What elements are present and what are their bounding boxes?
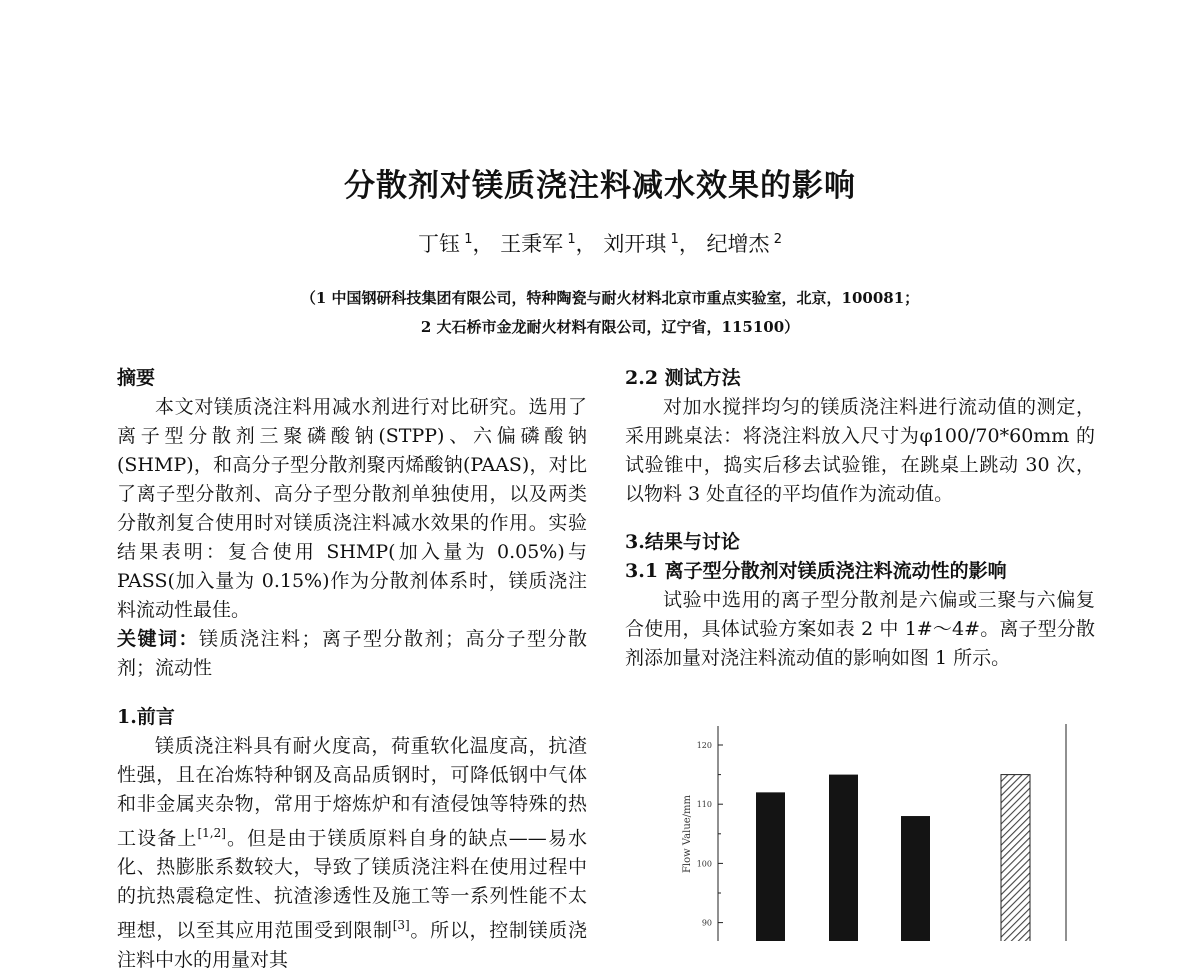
affiliation-line-2: 2 大石桥市金龙耐火材料有限公司，辽宁省，115100） [420,318,800,336]
keywords [117,625,587,683]
flow-value-chart [676,724,1096,941]
author-affil-mark: 1 [670,232,679,247]
chart-plot-area [682,724,1066,941]
abstract-text: 本文对镁质浇注料用减水剂进行对比研究。选用了离子型分散剂三聚磷酸钠(STPP)、六偏磷酸钠(SHMP)，和高分子型分散剂聚丙烯酸钠(PAAS)，对比了离子型分散剂、高分子型分散剂单独使用，以及两类分散剂复合使用时对镁质浇注料减水效果的作用。实验结果表明：复合使用 SHMP(加入量为 0.05%)与 PASS(加入量为 0.15%)作为分散剂体系时，镁质浇注料流动性最佳。 [117,396,587,621]
bar-3 [901,816,930,941]
intro-text-part: 。但是由于镁质原料自身的缺点——易水化、热膨胀系数较大，导致了镁质浇注料在使用过程中的抗热震稳定性、抗渣渗透性及施工等一系列性能不太理想，以至其应用范围受到限制 [117,827,587,942]
author-name: 刘开琪 [603,232,667,256]
author-affil-mark: 1 [464,232,473,247]
spacer [117,683,587,703]
y-tick-label: 100 [696,859,712,869]
intro-text [117,732,587,975]
results-heading: 3.结果与讨论 [625,531,740,553]
citation: [3] [392,918,410,933]
results-text: 试验中选用的离子型分散剂是六偏或三聚与六偏复合使用，具体试验方案如表 2 中 1#～4#。离子型分散剂添加量对浇注料流动值的影响如图 1 所示。 [625,589,1095,669]
intro-text-part: 镁质浇注料具有耐火度高，荷重软化温度高，抗渣性强，且在冶炼特种钢及高品质钢时，可降低钢中气体和非金属夹杂物，常用于熔炼炉和有渣侵蚀等特殊的热工设备上 [117,735,587,850]
keywords-label: 关键词： [117,628,199,650]
keywords-text: 镁质浇注料；离子型分散剂；高分子型分散剂；流动性 [117,628,587,679]
chart-svg [676,724,1096,941]
bar-1 [756,792,785,941]
citation: [1,2] [197,826,226,840]
bar-2 [829,775,858,941]
method-text: 对加水搅拌均匀的镁质浇注料进行流动值的测定，采用跳桌法：将浇注料放入尺寸为φ100/70*60mm 的试验锥中，捣实后移去试验锥，在跳桌上跳动 30 次，以物料 3 处直径的平均值作为流动值。 [625,396,1095,505]
affiliation-line-1: （1 中国钢研科技集团有限公司，特种陶瓷与耐火材料北京市重点实验室，北京，100081； [300,289,920,307]
y-tick-label: 90 [701,918,712,928]
bar-4 [1001,775,1030,941]
left-column [117,364,587,975]
author-affil-mark: 2 [773,232,782,247]
author-name: 丁钰 [418,232,460,256]
abstract-heading: 摘要 [117,367,156,389]
intro-heading: 1.前言 [117,706,175,728]
author-line: 丁钰 $^1$， 王秉军 $^1$， 刘开琪 $^1$， 纪增杰 $^2$ [418,232,782,256]
y-tick-label: 120 [696,741,712,750]
y-tick-label: 110 [696,800,712,810]
right-column [625,364,1095,673]
method-heading: 2.2 测试方法 [625,367,741,389]
y-axis-label: Flow Value/mm [682,794,693,874]
author-affil-mark: 1 [567,232,576,247]
author-name: 纪增杰 [706,232,770,256]
paper-title: 分散剂对镁质浇注料减水效果的影响 [344,168,856,204]
spacer [625,509,1095,528]
results-subheading: 3.1 离子型分散剂对镁质浇注料流动性的影响 [625,560,1007,582]
author-name: 王秉军 [500,232,564,256]
intro-text-part: 。所以，控制镁质浇注料中水的用量对其 [117,919,587,971]
